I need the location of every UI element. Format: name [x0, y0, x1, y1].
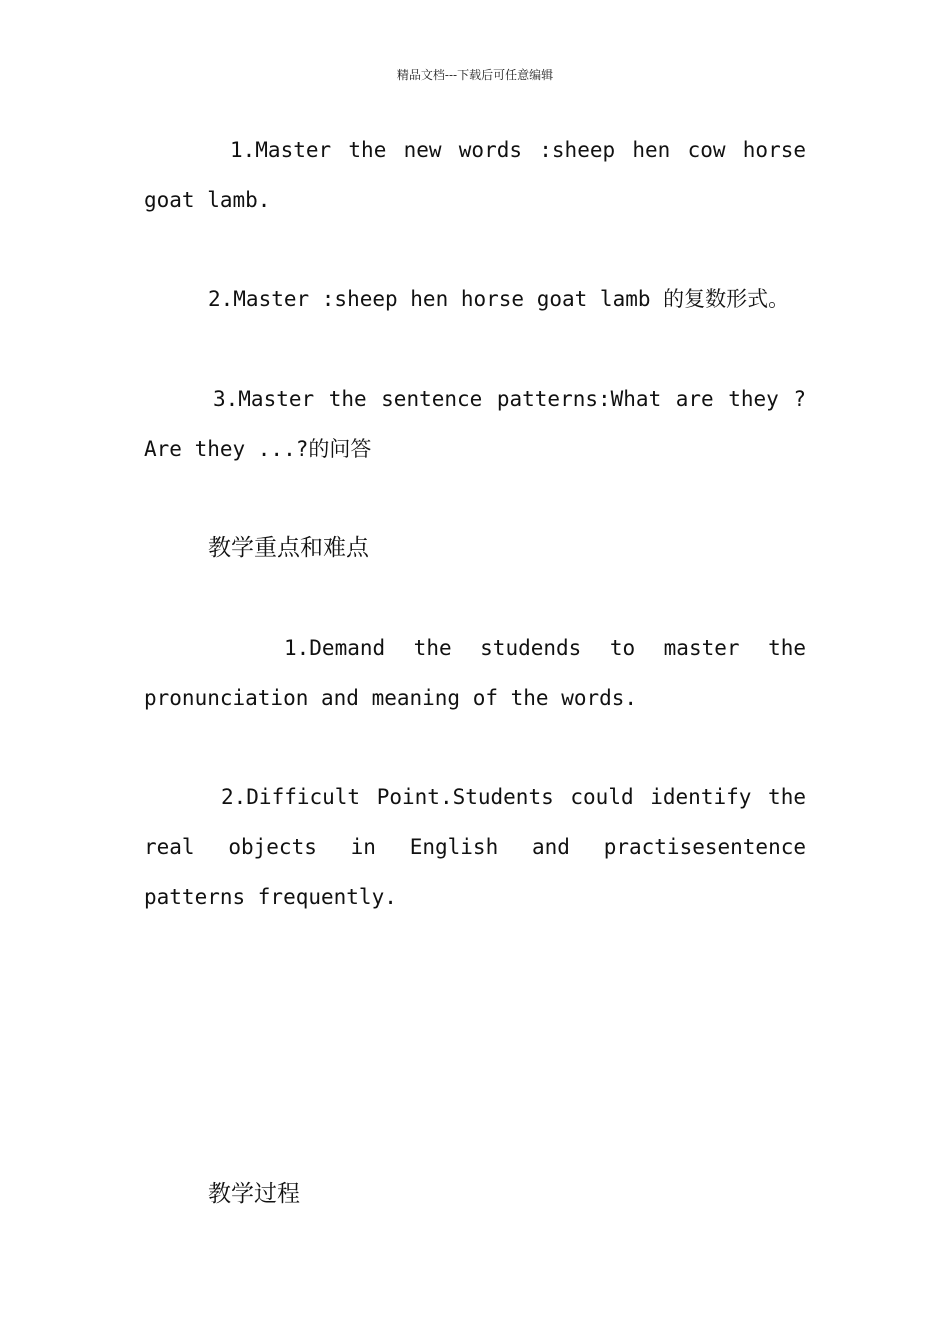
objective-2: 2.Master :sheep hen horse goat lamb 的复数形式。 — [208, 287, 790, 311]
process-heading: 教学过程 — [208, 1181, 300, 1207]
objective-3-line-2: Are they ...?的问答 — [144, 437, 372, 461]
page-header: 精品文档---下载后可任意编辑 — [396, 68, 554, 82]
key-point-2-line-1: 2.Difficult Point.Students could identify the — [221, 785, 806, 809]
key-point-1-line-2: pronunciation and meaning of the words. — [144, 686, 638, 710]
key-point-2-line-2: real objects in English and practisesentence — [144, 835, 806, 859]
objective-1-line-1: 1.Master the new words :sheep hen cow horse — [230, 138, 806, 162]
objective-3-line-1: 3.Master the sentence patterns:What are they ? — [213, 387, 806, 411]
key-point-2-line-3: patterns frequently. — [144, 885, 397, 909]
key-point-1-line-1: 1.Demand the studends to master the — [284, 636, 806, 660]
objective-1-line-2: goat lamb. — [144, 188, 271, 212]
key-points-heading: 教学重点和难点 — [208, 535, 369, 561]
